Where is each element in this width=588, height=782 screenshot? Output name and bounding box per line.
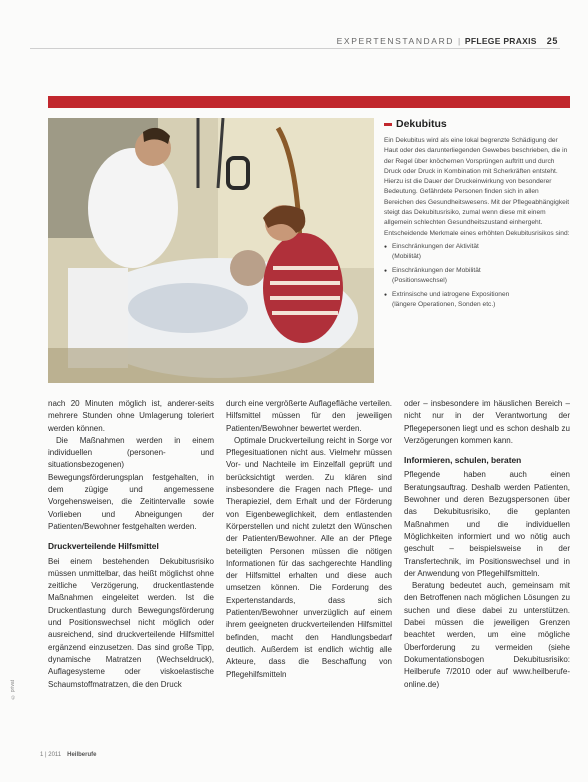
paragraph: Die Maßnahmen werden in einem individuellen (personen- und situationsbezogenen) Bewegungsförderungsplan festgehalten, in dem zügige und angemessene Vorgehensweisen, die Zeitintervalle sowie Vorlieben und Abneigungen der Patienten/Bewohner festgehalten werden. [48, 435, 214, 531]
risk-factor-list [384, 242, 570, 310]
paragraph: durch eine vergrößerte Auflagefläche verteilen. Hilfsmittel müssen für den jeweiligen Patienten/Bewohner bewertet werden. [226, 399, 392, 433]
list-item-sub: (Positionswechsel) [392, 276, 447, 284]
header-separator: | [458, 36, 461, 46]
info-box-title [384, 118, 570, 130]
photo-credit: © privat [10, 680, 16, 700]
paragraph: oder – insbesondere im häuslichen Bereich – nicht nur in der Verantwortung der Pflegepersonen liegt und es schon deshalb zu Verzögerungen kommen kann. [404, 399, 570, 445]
paragraph: Bei einem bestehenden Dekubitusrisiko müssen unmittelbar, das heißt möglichst ohne zeitliche Verzögerung, druckentlastende Maßnahmen eingeleitet werden. Ist die Druckentlastung durch Bewegungsförderung und Positionswechsel nicht möglich oder ausreichend, sind druckverteilende Hilfsmittel ergänzend einzusetzen. Das sind große Tipp, dynamische Matratzen (Wechseldruck), Auflagesysteme oder viskoelastische Schaumstoffmatratzen, die den Druck [48, 556, 214, 689]
info-box-dekubitus [384, 118, 570, 314]
list-item [384, 290, 570, 310]
subheading: Informieren, schulen, beraten [404, 455, 522, 466]
subheading: Druckverteilende Hilfsmittel [48, 541, 159, 552]
list-item-text: Einschränkungen der Mobilität [392, 266, 481, 274]
photo-illustration [48, 118, 374, 383]
title-dash-icon [384, 123, 392, 126]
list-item-sub: (Mobilität) [392, 252, 421, 260]
list-item [384, 242, 570, 262]
paragraph: nach 20 Minuten möglich ist, anderer-seits mehrere Stunden ohne Umlagerung toleriert werden können. [48, 399, 214, 433]
page-number: 25 [546, 36, 558, 46]
info-box-title-text: Dekubitus [396, 118, 447, 130]
running-header [337, 33, 558, 49]
info-box-body: Ein Dekubitus wird als eine lokal begrenzte Schädigung der Haut oder des darunterliegenden Gewebes beschrieben, die in der Regel über knöchernen Vorsprüngen auftritt und durch Druck oder Druck in Kombination mit Scherkräften entsteht. Hierzu ist die Dauer der Druckeinwirkung von besonderer Bedeutung. Gefährdete Personen finden sich in allen Bereichen des Gesundheitswesens. Mit der Pflegeabhängigkeit steigt das Dekubitusrisiko, zumal wenn diese mit einem allgemein schlechten Gesundheitszustand einhergeht. Entscheidende Merkmale eines erhöhten Dekubitusrisikos sind: [384, 137, 570, 237]
paragraph: Optimale Druckverteilung reicht in Sorge vor Pflegesituationen nicht aus. Vielmehr müssen Vor- und Nachteile im Einzelfall geprüft und berücksichtigt werden. Zu klären sind insbesondere die Fragen nach Pflege- und Therapieziel, dem Erhalt und der Förderung von Eigenbeweglichkeit, dem entlastenden Körperstellen und nicht zuletzt den Wünschen der Patienten/Bewohner. Alle an der Pflege beteiligten Personen müssen die nötigen Informationen für das sachgerechte Handling der Hilfsmittel erhalten und diese auch umsetzen können. Die Forderung des Expertenstandards, dass sich Patienten/Bewohner unverzüglich auf einem ihrem geeigneten druckverteilenden Hilfsmittel befinden, macht den Handlungsbedarf deutlich. Außerdem ist endlich wichtig alle Akteure, dass die Beschaffung von Pflegehilfsmitteln [226, 435, 392, 679]
article-column-2 [226, 398, 392, 728]
paragraph: Pflegende haben auch einen Beratungsauftrag. Deshalb werden Patienten, Bewohner und deren Bezugspersonen über das Dekubitusrisiko, die geplanten Maßnahmen und die individuellen Möglichkeiten informiert und wo nötig auch geschult – beispielsweise in der Transfertechnik, im Positionswechsel und in der Anwendung von Pflegehilfsmitteln. [404, 470, 570, 578]
list-item-text: Einschränkungen der Aktivität [392, 242, 479, 250]
list-item-sub: (längere Operationen, Sonden etc.) [392, 300, 496, 308]
footer-magazine: Heilberufe [67, 752, 97, 758]
header-section: EXPERTENSTANDARD [336, 36, 455, 46]
list-item-text: Extrinsische und iatrogene Expositionen [392, 290, 510, 298]
paragraph: Beratung bedeutet auch, gemeinsam mit den Betroffenen nach möglichen Lösungen zu suchen und diese dabei zu unterstützen. Dabei müssen die jeweiligen Grenzen beachtet werden, um eine mögliche Überforderung zu vermeiden (siehe Dokumentationsbogen Dekubitusrisiko: Heilberufe 7/2010 oder auf www.heilberufe-online.de) [404, 581, 570, 689]
page-footer [40, 752, 96, 758]
nursing-photo [48, 118, 374, 383]
list-item [384, 266, 570, 286]
article-column-1 [48, 398, 214, 728]
accent-band [48, 96, 570, 108]
footer-issue: 1 | 2011 [40, 752, 62, 758]
header-rule [30, 48, 560, 49]
article-body [48, 398, 570, 728]
article-column-3 [404, 398, 570, 728]
header-magazine-section: PFLEGE PRAXIS [464, 36, 537, 46]
